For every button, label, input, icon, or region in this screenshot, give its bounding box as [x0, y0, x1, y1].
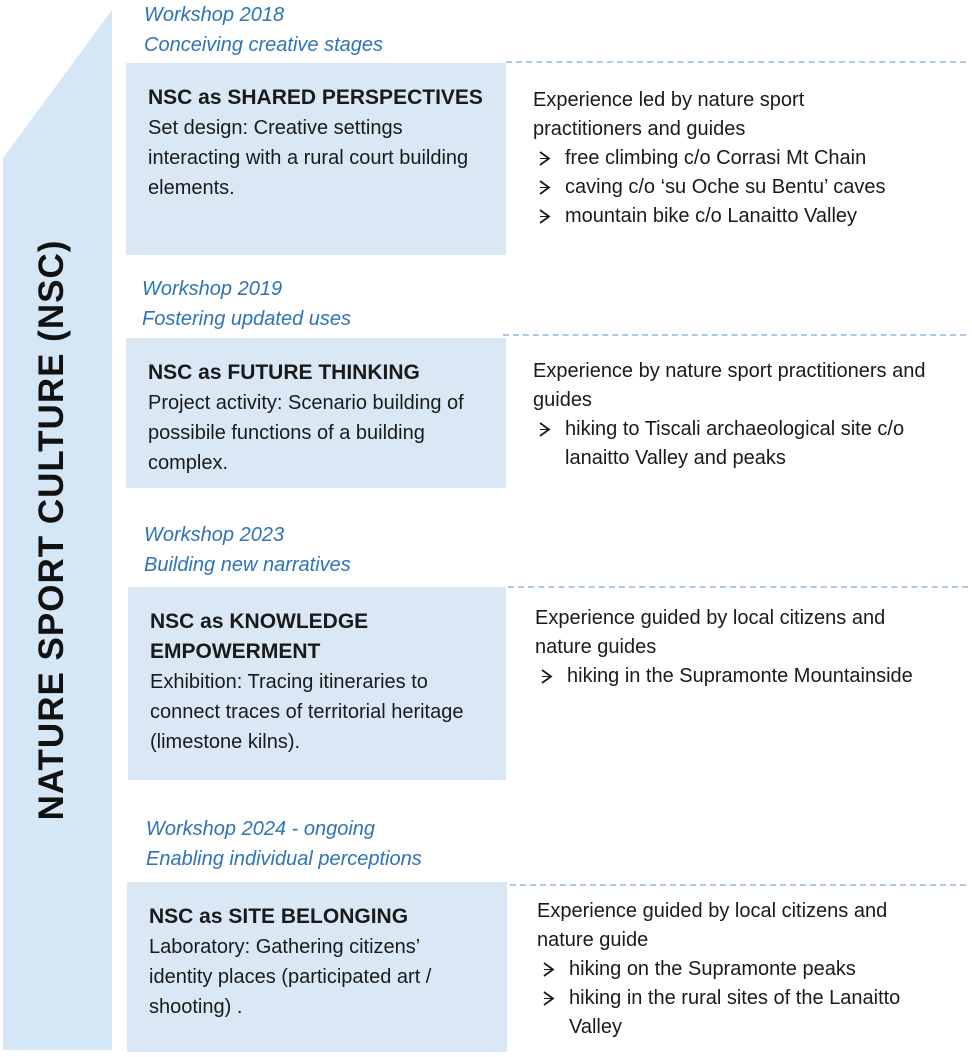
experience-panel — [533, 357, 943, 473]
workshop-subtitle: Enabling individual perceptions — [146, 848, 422, 870]
experience-panel — [533, 86, 913, 231]
bullet-text: caving c/o ‘su Oche su Bentu’ caves — [565, 176, 886, 198]
stage-box — [127, 882, 507, 1052]
dashed-divider — [508, 586, 968, 588]
workshop-year: Workshop 2019 — [142, 278, 283, 300]
experience-bullets — [533, 144, 913, 231]
bullet-text: hiking in the rural sites of the Lanaitto Valley — [569, 987, 901, 1038]
arrowhead-bullet-icon — [533, 415, 555, 444]
dashed-divider — [510, 884, 966, 886]
arrowhead-bullet-icon — [533, 173, 555, 202]
stage-title: NSC as KNOWLEDGE EMPOWERMENT — [150, 610, 369, 663]
bullet-item — [537, 955, 937, 984]
experience-panel — [537, 897, 937, 1042]
workshop-heading — [146, 814, 422, 874]
stage-description: Exhibition: Tracing itineraries to connect traces of territorial heritage (limestone kilns). — [150, 671, 464, 753]
experience-panel — [535, 604, 935, 691]
arrowhead-bullet-icon — [537, 955, 559, 984]
stage-description: Set design: Creative settings interacting with a rural court building elements. — [148, 117, 469, 199]
dashed-divider — [503, 334, 966, 336]
stage-box — [128, 587, 506, 780]
bullet-item — [533, 202, 913, 231]
experience-bullets — [537, 955, 937, 1042]
bullet-text: hiking in the Supramonte Mountainside — [567, 665, 913, 687]
workshop-year: Workshop 2023 — [144, 524, 285, 546]
stage-description: Laboratory: Gathering citizens’ identity places (participated art / shooting) . — [149, 936, 432, 1018]
stage-title: NSC as SHARED PERSPECTIVES — [148, 86, 483, 109]
bullet-item — [533, 144, 913, 173]
stage-box — [126, 338, 506, 488]
workshop-year: Workshop 2024 - ongoing — [146, 818, 376, 840]
bullet-text: hiking on the Supramonte peaks — [569, 958, 856, 980]
bullet-item — [533, 173, 913, 202]
workshop-subtitle: Conceiving creative stages — [144, 34, 384, 56]
stage-title: NSC as FUTURE THINKING — [148, 361, 420, 384]
workshop-subtitle: Fostering updated uses — [142, 308, 352, 330]
workshop-heading — [142, 274, 351, 334]
experience-bullets — [535, 662, 935, 691]
arrowhead-bullet-icon — [535, 662, 557, 691]
bullet-text: hiking to Tiscali archaeological site c/o lanaitto Valley and peaks — [565, 418, 905, 469]
workshop-year: Workshop 2018 — [144, 4, 285, 26]
arrowhead-bullet-icon — [537, 984, 559, 1013]
experience-text: Experience led by nature sport practitioners and guides — [533, 89, 805, 140]
arrowhead-bullet-icon — [533, 144, 555, 173]
workshop-subtitle: Building new narratives — [144, 554, 351, 576]
stage-box — [126, 63, 506, 255]
experience-bullets — [533, 415, 943, 473]
bullet-item — [535, 662, 935, 691]
workshop-heading — [144, 520, 351, 580]
bullet-text: free climbing c/o Corrasi Mt Chain — [565, 147, 867, 169]
stage-title: NSC as SITE BELONGING — [149, 905, 409, 928]
experience-text: Experience guided by local citizens and nature guide — [537, 900, 888, 951]
workshop-heading — [144, 0, 383, 60]
experience-text: Experience guided by local citizens and nature guides — [535, 607, 886, 658]
arrowhead-bullet-icon — [533, 202, 555, 231]
bullet-item — [537, 984, 937, 1042]
bullet-text: mountain bike c/o Lanaitto Valley — [565, 205, 858, 227]
dashed-divider — [506, 61, 966, 63]
experience-text: Experience by nature sport practitioners and guides — [533, 360, 926, 411]
stage-description: Project activity: Scenario building of possibile functions of a building complex. — [148, 392, 464, 474]
side-label: NATURE SPORT CULTURE (NSC) — [32, 239, 71, 821]
bullet-item — [533, 415, 943, 473]
